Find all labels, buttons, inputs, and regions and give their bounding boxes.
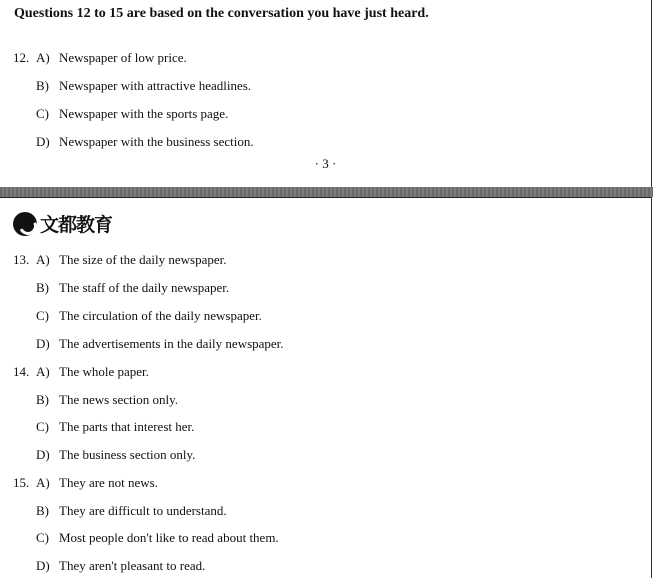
- logo-text: 文都教育: [40, 214, 113, 236]
- option-letter: C): [36, 308, 49, 323]
- option-row: [0, 133, 651, 151]
- option-letter: B): [36, 502, 49, 518]
- option-text: They are difficult to understand.: [59, 502, 227, 518]
- option-letter: C): [36, 106, 49, 121]
- option-letter: D): [36, 447, 50, 463]
- option-letter: B): [36, 78, 49, 93]
- logo: [13, 210, 112, 237]
- option-text: The size of the daily newspaper.: [59, 252, 227, 267]
- option-row: [0, 418, 651, 436]
- option-text: The staff of the daily newspaper.: [59, 280, 230, 295]
- option-row: [0, 557, 651, 575]
- option-letter: D): [36, 558, 50, 574]
- option-row: [0, 335, 651, 353]
- option-letter: A): [36, 475, 50, 490]
- option-row: [0, 391, 651, 409]
- option-row: [0, 502, 651, 520]
- question-number: 14.: [13, 364, 30, 379]
- option-letter: C): [36, 419, 49, 435]
- option-row: [0, 307, 651, 325]
- option-letter: A): [36, 50, 50, 65]
- option-letter: B): [36, 391, 49, 407]
- option-text: The advertisements in the daily newspaper.: [59, 336, 284, 351]
- option-text: They are not news.: [59, 475, 158, 490]
- option-text: The whole paper.: [59, 364, 149, 379]
- option-text: Newspaper with the sports page.: [59, 106, 229, 121]
- option-letter: D): [36, 134, 50, 149]
- section-header: Questions 12 to 15 are based on the conversation you have just heard.: [14, 6, 429, 21]
- option-text: Newspaper with the business section.: [59, 134, 254, 149]
- option-row: [0, 77, 651, 95]
- option-text: The news section only.: [59, 391, 179, 407]
- option-row: [0, 251, 651, 269]
- option-row: [0, 363, 651, 381]
- option-letter: A): [36, 252, 50, 267]
- option-row: [0, 49, 651, 67]
- logo-icon: [13, 212, 37, 236]
- option-row: [0, 474, 651, 492]
- option-letter: D): [36, 336, 50, 351]
- option-row: [0, 105, 651, 123]
- question-number: 13.: [13, 252, 30, 267]
- question-number: 12.: [13, 50, 30, 65]
- option-text: They aren't pleasant to read.: [59, 558, 206, 574]
- option-letter: B): [36, 280, 49, 295]
- option-text: Newspaper of low price.: [59, 50, 187, 65]
- option-row: [0, 529, 651, 547]
- option-text: Most people don't like to read about them.: [59, 530, 279, 546]
- option-text: Newspaper with attractive headlines.: [59, 78, 252, 93]
- option-letter: C): [36, 530, 49, 546]
- option-row: [0, 279, 651, 297]
- page-number: · 3 ·: [314, 156, 337, 171]
- page-separator: [0, 187, 653, 197]
- option-letter: A): [36, 364, 50, 379]
- option-text: The parts that interest her.: [59, 419, 195, 435]
- option-row: [0, 446, 651, 464]
- option-text: The business section only.: [59, 447, 196, 463]
- question-number: 15.: [13, 475, 30, 490]
- option-text: The circulation of the daily newspaper.: [59, 308, 262, 323]
